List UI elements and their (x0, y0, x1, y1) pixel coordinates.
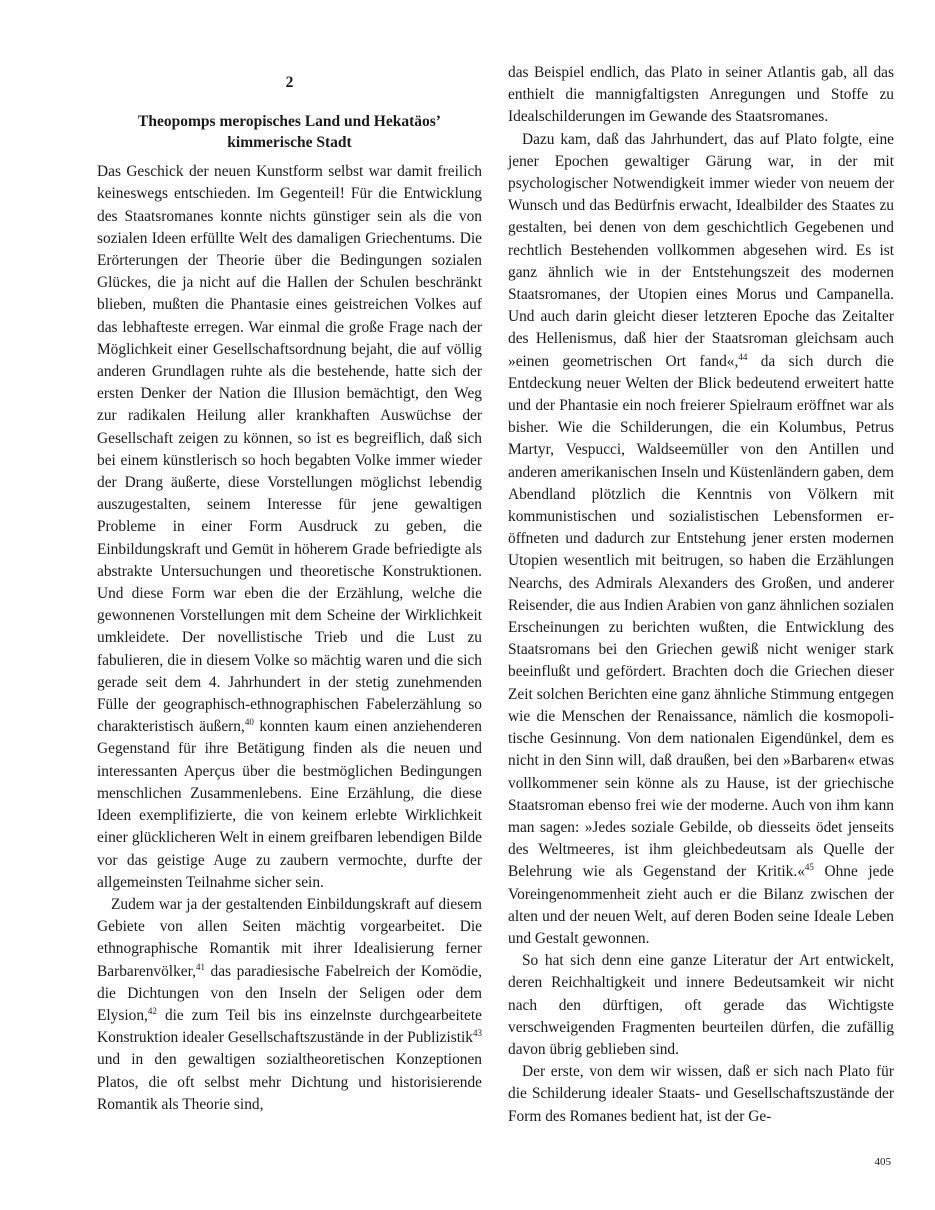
footnote-ref-44[interactable]: 44 (738, 351, 748, 362)
paragraph-text: die zum Teil bis ins einzelnste durchgearbeitete Konstruktion idealer Gesellschaftszustände in der Publizistik (97, 1006, 482, 1047)
footnote-ref-45[interactable]: 45 (804, 862, 814, 873)
paragraph-text: Das Geschick der neuen Kunstform selbst war damit freilich keineswegs entschieden. Im Gegenteil! Für die Entwicklung des Staatsromanes konnte nichts günstiger sein als die von sozialen Ideen erfüllte Welt des damaligen Griechentums. Die Erörterungen der Theorie über die Bedingungen sozialen Glückes, die ja nicht auf die Hallen der Schulen beschränkt blieben, mußten die Phantasie eines geistreichen Volkes auf das lebhafteste erregen. War einmal die große Frage nach der Möglichkeit einer Gesellschaftsordnung bejaht, die auf völlig anderen Grundlagen ruhte als die bestehende, hatte sich der ersten Denker der Nation die Illusion bemächtigt, den Weg zur radikalen Heilung aller krankhaften Auswüchse der Gesellschaft zeigen zu können, so ist es begreiflich, daß sich bei einem künstlerisch so hoch begabten Volke immer wieder der Drang äußerte, diese Vorstellungen möglichst lebendig auszugestalten, seinem Interesse für jene gewaltigen Probleme in einer Form Ausdruck zu geben, die Einbildungskraft und Gemüt in höherem Grade befriedigte als abstrakte Untersuchungen und theoretische Konstruktionen. Und diese Form war eben die der Erzählung, welche die gewonnenen Vorstellungen mit dem Scheine der Wirklichkeit umkleidete. Der novellistische Trieb und die Lust zu fabulieren, die in diesem Volke so mächtig waren und die sich gerade seit dem 4. Jahrhundert in der stetig zunehmenden Fülle der geographisch-ethnographischen Fabelerzählung so charakteristisch äußern, (97, 163, 482, 736)
paragraph: Der erste, von dem wir wissen, daß er sich nach Plato für die Schilderung idealer Staats- und Gesellschaftszustände der Form des Romanes bedient hat, ist der Ge- (508, 1063, 894, 1125)
paragraph (97, 894, 482, 1116)
chapter-title-line-2: kimmerische Stadt (227, 134, 352, 152)
paragraph-text: Zudem war ja der gestaltenden Einbildungskraft auf diesem Gebiete von allen Seiten mächtig vorgearbeitet. Die ethnographische Romantik mit ihrer Idealisierung ferner Barbarenvölker, (97, 895, 482, 980)
paragraph-text: das paradiesische Fabelreich der Komödie, die Dichtungen von den Inseln der Seligen oder dem Elysion, (97, 962, 482, 1024)
right-column (508, 62, 894, 1128)
paragraph-text: und in den gewaltigen sozialtheoretischen Konzeptionen Platos, die oft selbst mehr Dichtung und historisierende Romantik als Theorie sind, (97, 1051, 482, 1113)
paragraph: das Beispiel endlich, das Plato in seiner Atlantis gab, all das enthielt die mannigfaltigsten Anregungen und Stoffe zu Idealschilderungen im Gewande des Staatsromanes. (508, 64, 894, 126)
paragraph (97, 161, 482, 894)
page-number: 405 (874, 1156, 891, 1168)
footnote-ref-40[interactable]: 40 (244, 717, 254, 728)
paragraph-text: da sich durch die Entdeckung neuer Welten der Blick bedeutend erweitert hatte und der Phantasie ein noch freierer Spielraum eröffnet war als bisher. Wie die Schilderungen, die ein Kolumbus, Petrus Martyr, Vespucci, Waldseemüller von den Antillen und anderen amerikanischen Inseln und Küstenländern gaben, dem Abendland plötzlich die Kenntnis von Völkern mit kommunistischen und sozialistischen Lebensformen eröffneten und dadurch zur Entstehung jener ersten modernen Utopien wesentlich mit beitrugen, so haben die Erzählungen Nearchs, des Admirals Alexanders des Großen, und anderer Reisender, die aus Indien Arabien von ganz ähnlichen sozialen Erscheinungen zu berichten wußten, die Entwicklung des Staatsromans bei den Griechen gewiß nicht weniger stark beeinflußt und gefördert. Brachten doch die Griechen dieser Zeit solchen Berichten eine ganz ähnliche Stimmung entgegen wie die Menschen der Renaissance, nämlich die kosmopolitische Gesinnung. Von dem nationalen Eigendünkel, dem es nicht in den Sinn will, daß draußen, bei den »Barbaren« etwas vollkommener sein könne als zu Hause, ist der griechische Staatsroman ebenso frei wie der moderne. Auch von ihm kann man sagen: »Jedes soziale Gebilde, ob diesseits ödet jenseits des Weltmeeres, ist ihm gleichbedeutsam als Quelle der Belehrung wie als Gegenstand der Kritik.« (508, 352, 894, 881)
paragraph-text: Ohne jede Voreingenommenheit zieht auch er die Bilanz zwischen der alten und der neuen Welt, auf deren Boden seine Ideale Leben und Gestalt gewonnen. (508, 863, 894, 947)
paragraph-text: Dazu kam, daß das Jahrhundert, das auf Plato folgte, eine jener Epochen gewaltiger Gärung war, in der mit psychologischer Notwendigkeit immer wieder von neuem der Wunsch und das Bedürfnis erwacht, Idealbilder des Staates zu gestalten, bei denen von dem geschichtlich Gegebenen und rechtlich Bestehenden vollkommen abgesehen wird. Es ist ganz ähnlich wie in der Entstehungszeit des modernen Staatsromanes, der Utopien eines Morus und Campanella. Und auch darin gleicht dieser letzteren Epoche das Zeitalter des Hellenismus, daß hier der Staatsroman gleichsam auch »einen geometrischen Ort fand«, (508, 130, 894, 370)
footnote-ref-43[interactable]: 43 (473, 1028, 482, 1038)
chapter-title-line-1: Theopomps meropisches Land und Hekatäos’ (138, 113, 441, 131)
paragraph (508, 129, 894, 951)
chapter-number: 2 (285, 74, 294, 91)
footnote-ref-42[interactable]: 42 (147, 1005, 157, 1016)
chapter-title (97, 111, 482, 153)
paragraph: So hat sich denn eine ganze Literatur der Art entwickelt, deren Reichhaltigkeit und innere Bedeutsamkeit wir nicht nach den dürftigen, oft gerade das Wichtigste verschweigenden Fragmenten beurteilen dürfen, die zufällig davon übrig geblieben sind. (508, 952, 894, 1058)
footnote-ref-41[interactable]: 41 (195, 961, 205, 972)
left-column (97, 62, 482, 1116)
paragraph-text: konnten kaum einen anziehenderen Gegenstand für ihre Betätigung finden als die neuen und interessanten Aperçus über die bestmöglichen Bedingungen menschlichen Zusammenlebens. Eine Erzählung, die diese Ideen exemplifizierte, die von keinem erlebte Wirklichkeit einer glücklicheren Welt in einem greifbaren lebendigen Bilde vor das geistige Auge zu zaubern vermochte, durfte der allgemeinsten Teilnahme sicher sein. (97, 718, 482, 891)
